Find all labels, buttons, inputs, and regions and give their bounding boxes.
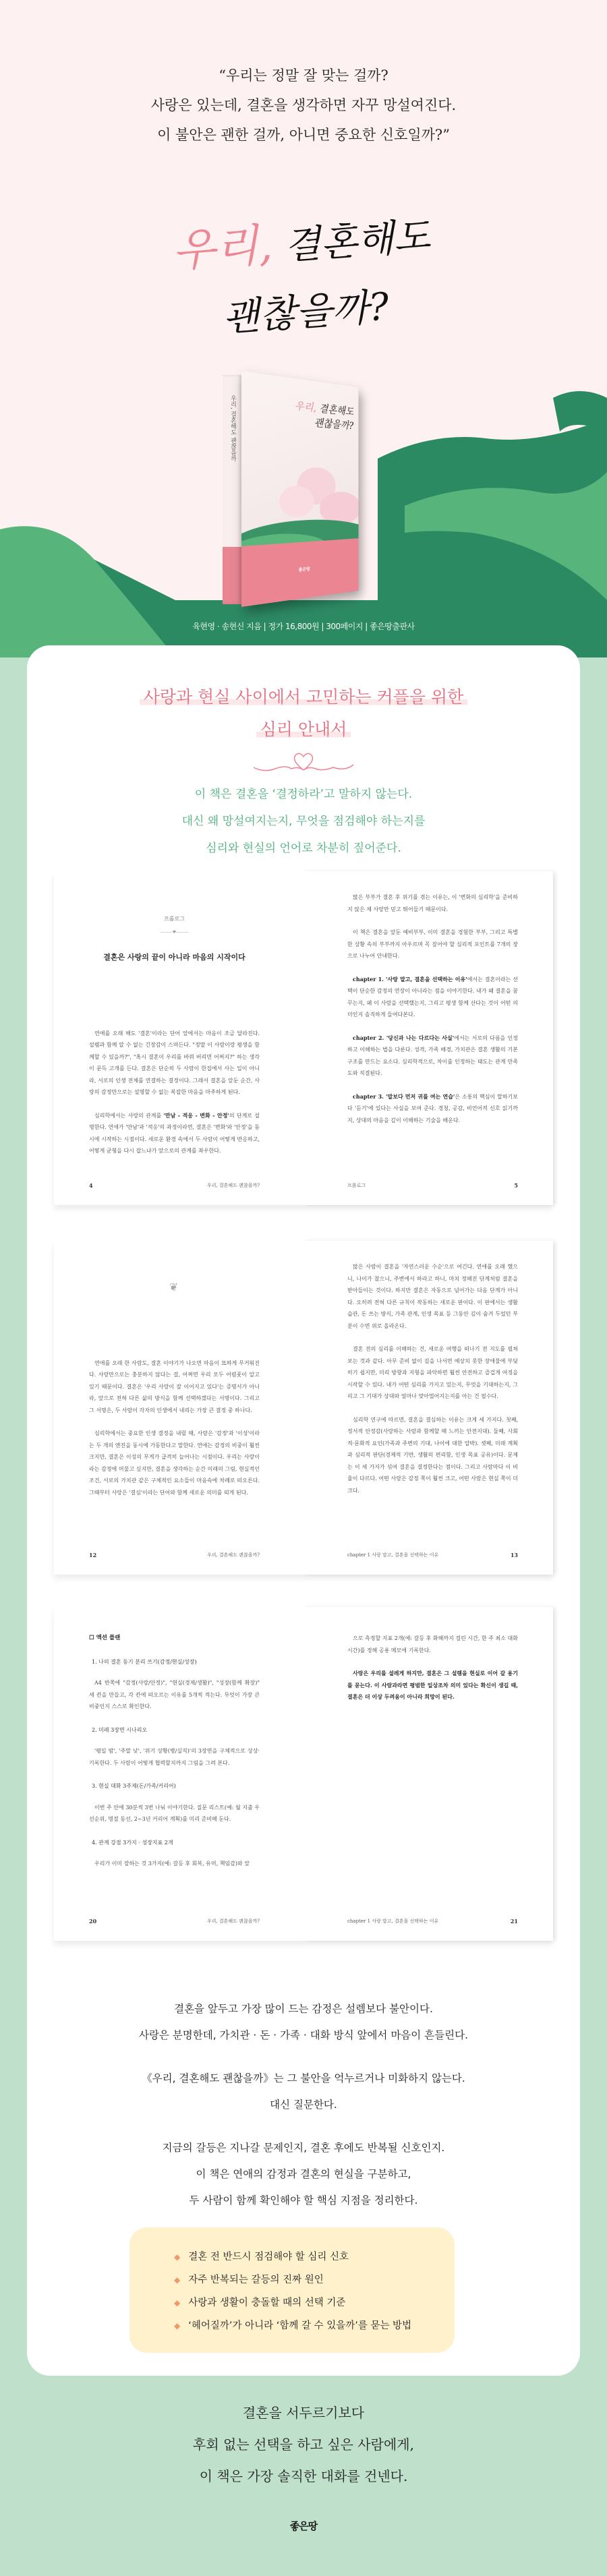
book-spread (54, 871, 553, 1205)
book-spread (54, 1241, 553, 1575)
footer-left: chapter 1 사랑 말고, 결혼을 선택하는 이유 (347, 1918, 439, 1924)
footer-right: 21 (510, 1917, 518, 1925)
paragraph (347, 1032, 518, 1080)
book-cover-3d (223, 371, 384, 607)
page-footer (89, 1550, 260, 1562)
text: 연애를 오래 해도 '결혼'이라는 단어 앞에서는 마음이 조금 달라진다. 설렘과 함께 알 수 없는 긴장감이 스며든다. "정말 이 사람이랑 평생을 함께할 수 있을까?", "혹시 결혼이 우리를 바꿔 버리면 어쩌지?" 하는 생각이 문득 고개를 든다. 결혼은 단순히 두 사람이 한집에서 사는 일이 아니라, 서로의 인생 전체를 연결하는 결정이다. 그래서 결혼을 앞둔 순간, 사랑의 감정만으로는 설명할 수 없는 복잡한 마음을 마주하게 된다. (89, 1030, 260, 1095)
book-spread (54, 1607, 553, 1941)
page-footer (347, 1916, 518, 1928)
chapter-label: 프롤로그 (164, 916, 185, 922)
page-footer (347, 1550, 518, 1562)
text: 에서는 서로의 다름을 인정하고 이해하는 법을 다룬다. 성격, 가족 배경, 가치관은 결혼 생활의 기본 구조를 만드는 요소다. 심리학적으로, 차이를 인정하는 태도는 관계 만족도와 직결된다. (347, 1034, 518, 1076)
text: 이번 주 안에 30분씩 3번 나눠 이야기한다. 질문 리스트(예: 월 지출 우선순위, 명절 동선, 2~3년 커리어 계획)를 미리 준비해 둔다. (89, 1804, 260, 1822)
footer-left: 4 (89, 1181, 93, 1189)
flourish-ornament-icon: ❦ (169, 1281, 180, 1293)
heart-divider-icon (251, 749, 356, 775)
footer-left: 12 (89, 1551, 97, 1558)
text: 연애를 오래 한 사람도, 결혼 이야기가 나오면 마음이 묘하게 무거워진다. 사랑만으로는 충분하지 않다는 걸, 어쩌면 우리 모두 어렴풋이 알고 있기 때문이다. 결혼은 '우리 사랑이 잘 이어지고 있다'는 증명서가 아니라, 앞으로 전혀 다른 삶의 방식을 함께 선택하겠다는 서명이다. 그리고 그 서명은, 두 사람이 각자의 인생에서 내리는 가장 큰 결정 중 하나다. (89, 1359, 260, 1413)
footer-right: 우리, 결혼해도 괜찮을까? (206, 1918, 260, 1924)
paragraph (347, 974, 518, 1021)
paragraph (89, 1802, 260, 1825)
paragraph (89, 1110, 260, 1157)
bold-text: '만남 - 적응 - 변화 - 안정' (163, 1111, 229, 1119)
footer-left: 20 (89, 1917, 97, 1925)
book-description: 결혼을 앞두고 가장 많이 드는 감정은 설렘보다 불안이다. 사랑은 분명한데, 가치관 · 돈 · 가족 · 대화 방식 앞에서 마음이 흔들린다. 《우리, 결혼해도 괜찮을까》는 그 불안을 억누르거나 미화하지 않는다. 대신 질문한다. 지금의 갈등은 지나갈 문제인지, 결혼 후에도 반복될 신호인지. 이 책은 연애의 감정과 결혼의 현실을 구분하고, 두 사람이 함께 확인해야 할 핵심 지점을 정리한다. (138, 2003, 469, 2206)
key-point: ◆ ‘헤어질까’가 아니라 ‘함께 갈 수 있을까’를 묻는 방법 (177, 2314, 455, 2337)
page-body (89, 1028, 260, 1157)
text: 사랑은 우리를 설레게 하지만, 결혼은 그 설렘을 현실로 이어 갈 용기를 묻는다. 이 사람과라면 평범한 일상조차 의미 있다는 확신이 생길 때, 결혼은 더 이상 두려움이 아니라 희망이 된다. (347, 1670, 518, 1700)
paragraph (347, 891, 518, 915)
book-page (54, 1607, 304, 1941)
text: 심리학에서는 중요한 인생 결정을 내릴 때, 사람은 '감정'과 '이성'이라는 두 개의 엔진을 동시에 가동한다고 말한다. 연애는 감정의 비중이 훨씬 크지만, 결혼은 이성의 무게가 급격히 늘어나는 시점이다. 우리는 사랑이라는 감정에 머물고 싶지만, 결혼을 생각하는 순간 미래의 그림, 현실적인 조건, 서로의 가치관 같은 구체적인 요소들이 마음속에 차례로 떠오른다. 그때부터 사랑은 '결심'이라는 단어와 함께 새로운 의미를 띠게 된다. (89, 1430, 260, 1496)
text: 3. 현실 대화 3주제(돈/가족/커리어) (92, 1783, 176, 1789)
key-point: ◆ 결혼 전 반드시 점검해야 할 심리 신호 (177, 2246, 455, 2268)
emphasis-paragraph (347, 1668, 518, 1703)
page-footer (347, 1180, 518, 1192)
book-page (54, 1241, 304, 1575)
bold-text: chapter 3. '말보다 먼저 귀를 여는 연습' (353, 1092, 455, 1100)
chapter-ornament-icon: ———♥——— (160, 929, 189, 935)
paragraph (89, 1028, 260, 1099)
hero-quote: “우리는 정말 잘 맞는 걸까? 사랑은 있는데, 결혼을 생각하면 자꾸 망설여진다. 이 불안은 괜한 걸까, 아니면 중요한 신호일까?” (150, 67, 457, 143)
book-info-line: 육현영 · 송현신 지음 | 정가 16,800원 | 300페이지 | 좋은땅출판사 (192, 622, 415, 631)
text: 결혼 전의 심리를 이해하는 건, 새로운 여행을 떠나기 전 지도를 펼쳐 보는 것과 같다. 아무 준비 없이 길을 나서면 예상치 못한 장애물에 부딪히기 쉽지만, 미리 방향과 지형을 파악하면 훨씬 안전하고 즐겁게 여정을 시작할 수 있다. 내가 어떤 심리를 가지고 있는지, 무엇을 기대하는지, 그리고 그 기대가 상대와 얼마나 맞아떨어지는지를 아는 건 필수다. (347, 1346, 518, 1399)
page-body (347, 1633, 518, 1703)
page-body (89, 1357, 260, 1499)
key-point: ◆ 자주 반복되는 갈등의 진짜 원인 (177, 2268, 455, 2291)
footer-left: chapter 1 사랑 말고, 결혼을 선택하는 이유 (347, 1552, 439, 1558)
book-page (304, 1607, 553, 1941)
book-page (54, 871, 304, 1205)
text: 많은 사람이 결혼을 '자연스러운 수순'으로 여긴다. 연애를 오래 했으니, 나이가 찼으니, 주변에서 하라고 하니, 마치 정해진 단계처럼 결혼을 받아들이는 것이다. 하지만 결혼은 자동으로 넘어가는 다음 단계가 아니다. 오히려 전혀 다른 규칙이 작동하는 새로운 판이다. 이 판에서는 생활 습관, 돈 쓰는 방식, 가족 관계, 인생 목표 등 그동안 깊이 숨겨 두었던 부분이 수면 위로 올라온다. (347, 1264, 518, 1329)
paragraph (89, 1858, 260, 1870)
page-body (89, 1633, 260, 1870)
text: 많은 부부가 결혼 후 위기를 겪는 이유는, 이 '변화의 심리학'을 준비하지 않은 채 사랑만 믿고 뛰어들기 때문이다. (347, 894, 518, 912)
book-spine: 우리, 결혼해도 괜찮을까 (223, 375, 241, 604)
diamond-bullet-icon: ◆ (174, 2275, 181, 2285)
subheading (89, 1837, 260, 1849)
paragraph (89, 1677, 260, 1713)
text: 우리가 이미 잘하는 것 3가지(예: 갈등 후 회복, 유머, 책임감)와 앞 (94, 1861, 250, 1867)
key-point: ◆ 사랑과 생활이 충돌할 때의 선택 기준 (177, 2291, 455, 2314)
paragraph (89, 1428, 260, 1498)
subheading (89, 1656, 260, 1668)
footer-right: 13 (510, 1551, 518, 1558)
text: 4. 관계 강점 3가지 · 성장지표 2개 (92, 1839, 173, 1846)
text: A4 반쪽에 "감정(사랑/안정)", "현실(경제/생활)", "성장(함께 확장)" 세 칸을 만들고, 각 칸에 떠오르는 이유를 5개씩 적는다. 무엇이 가장 큰 비중인지 스스로 확인한다. (89, 1680, 260, 1709)
text: 은 소통의 핵심이 말하기보다 '듣기'에 있다는 사실을 보여 준다. 경청, 공감, 비언어적 신호 읽기까지, 상대의 마음을 깊이 이해하는 기술을 배운다. (347, 1093, 519, 1123)
text: 심리학 연구에 따르면, 결혼을 결심하는 이유는 크게 세 가지다. 첫째, 정서적 안정감(사랑하는 사람과 함께할 때 느끼는 안전지대). 둘째, 사회적·문화적 요인(가족과 주변의 기대, 나이에 대한 압박). 셋째, 미래 계획과 심리적 판단(경제적 기반, 생활의 편리함, 인생 목표 공유)이다. 문제는 이 세 가지가 섞여 결혼을 결정한다는 점이다. 그리고 사람마다 이 비율이 다르다. 어떤 사람은 감정 쪽이 훨씬 크고, 어떤 사람은 현실 쪽이 더 크다. (347, 1416, 518, 1494)
footer-left: 프롤로그 (347, 1182, 366, 1188)
cover-title: 우리, 결혼해도 괜찮을까? (294, 399, 354, 432)
paragraph (347, 1091, 518, 1127)
text: '평일 밤', '주말 낮', '위기 상황(병/실직)'의 3장면을 구체적으로 상상·기록한다. 두 사람이 어떻게 협력할지까지 그림을 그려 본다. (89, 1748, 260, 1766)
text: 에서는 결혼이라는 선택이 단순한 감정의 연장이 아니라는 점을 이야기한다. 내가 왜 결혼을 꿈꾸는지, 왜 이 사람을 선택했는지, 그리고 평생 함께 산다는 것이 어떤 의미인지 솔직하게 들여다본다. (347, 976, 518, 1018)
paragraph (89, 1745, 260, 1769)
hero-section (0, 0, 607, 657)
footer-right: 우리, 결혼해도 괜찮을까? (206, 1552, 260, 1558)
book-front-cover (241, 371, 359, 607)
book-page (304, 1241, 553, 1575)
page-footer (89, 1916, 260, 1928)
page-footer (89, 1180, 260, 1192)
page-title: 결혼은 사랑의 끝이 아니라 마음의 시작이다 (103, 953, 245, 962)
page-body (347, 891, 518, 1126)
book-page (304, 871, 553, 1205)
bold-text: chapter 1. '사랑 말고, 결혼을 선택하는 이유' (353, 975, 467, 983)
paragraph (347, 1261, 518, 1332)
diamond-bullet-icon: ◆ (174, 2252, 181, 2262)
bold-text: chapter 2. '당신과 나는 다르다는 사실' (353, 1034, 455, 1041)
section-heading: 사랑과 현실 사이에서 고민하는 커플을 위한 심리 안내서 (0, 681, 607, 746)
text: 의 단계로 설명한다. 연애가 '만남'과 '적응'의 과정이라면, 결혼은 '변화'와 '안정'을 동시에 시작하는 시점이다. 새로운 환경 속에서 두 사람이 어떻게 반응하고, 어떻게 균형을 다시 잡느냐가 앞으로의 관계를 좌우한다. (89, 1112, 260, 1154)
text: ☐ 액션 플랜 (89, 1635, 121, 1641)
subheading (89, 1780, 260, 1792)
paragraph (347, 1633, 518, 1656)
paragraph (347, 927, 518, 962)
intro-text: 이 책은 결혼을 ‘결정하라’고 말하지 않는다. 대신 왜 망설여지는지, 무엇을 점검해야 하는지를 심리와 현실의 언어로 차분히 짚어준다. (181, 788, 426, 855)
publisher-logo: 좋은땅 (289, 2520, 318, 2532)
paragraph (89, 1357, 260, 1417)
text: 으로 측정할 지표 2개(예: 갈등 후 화해까지 걸린 시간, 한 주 최소 대화 시간)를 정해 공용 메모에 기록한다. (347, 1635, 518, 1653)
footer-right: 우리, 결혼해도 괜찮을까? (206, 1182, 260, 1188)
paragraph (347, 1414, 518, 1497)
text: 이 책은 결혼을 앞둔 예비부부, 이미 결혼을 경험한 부부, 그리고 특별한 상황 속의 부부까지 아우르며 꼭 짚어야 할 심리적 포인트를 7개의 장으로 나누어 안내한다. (347, 929, 518, 959)
footer-right: 5 (514, 1181, 518, 1189)
action-plan-heading (89, 1633, 260, 1645)
paragraph (347, 1343, 518, 1403)
closing-message: 결혼을 서두르기보다 후회 없는 선택을 하고 싶은 사람에게, 이 책은 가장 솔직한 대화를 건넨다. (193, 2405, 414, 2484)
page-body (347, 1261, 518, 1496)
subheading (89, 1724, 260, 1736)
text: 1. 나의 결혼 동기 분리 쓰기(감정/현실/성장) (92, 1658, 197, 1665)
diamond-bullet-icon: ◆ (174, 2298, 181, 2308)
text: 2. 미래 3장면 시나리오 (92, 1726, 148, 1733)
calligraphy-title: 우리, 결혼해도 괜찮을까? (170, 214, 432, 341)
cover-band: 좋은땅 (241, 538, 359, 607)
key-points-box (129, 2227, 455, 2353)
diamond-bullet-icon: ◆ (174, 2321, 181, 2331)
text: 심리학에서는 사랑의 관계를 (94, 1112, 164, 1119)
